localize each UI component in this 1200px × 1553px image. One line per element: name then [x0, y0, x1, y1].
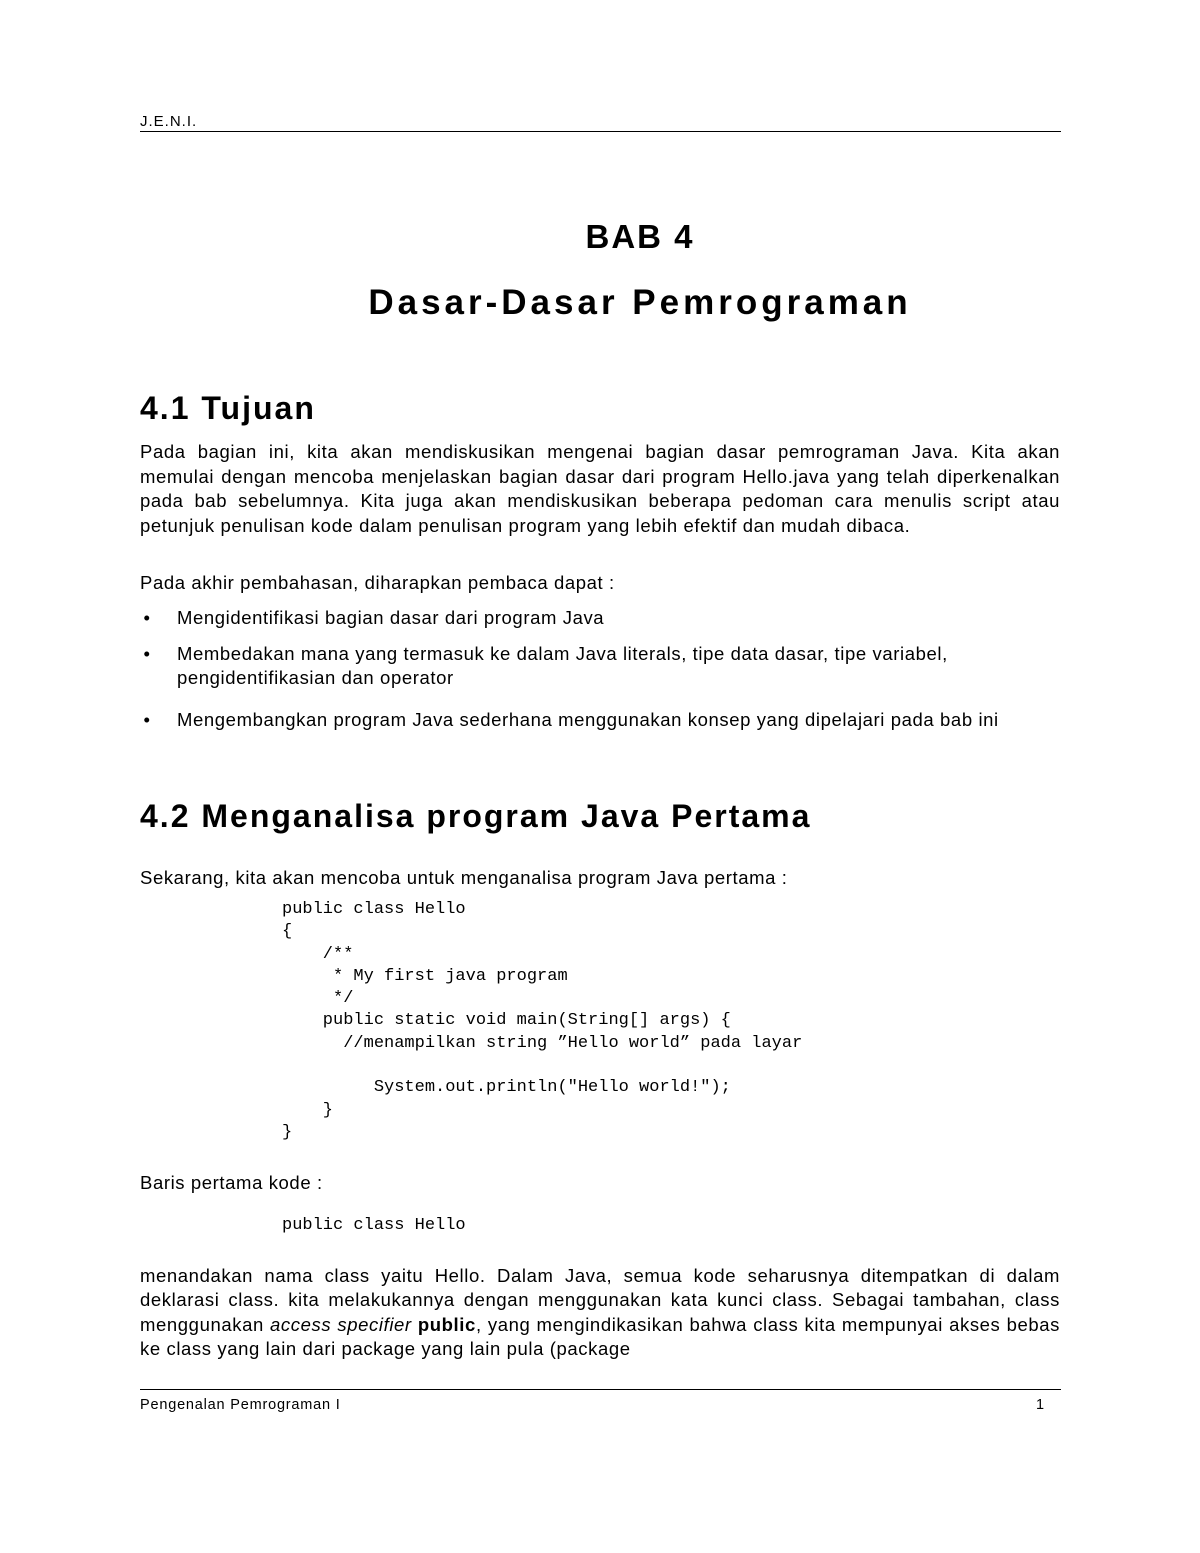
explanation-italic: access specifier [270, 1313, 412, 1335]
first-line-label: Baris pertama kode : [140, 1172, 323, 1193]
bullet-icon: • [143, 708, 151, 730]
section-heading-menganalisa: 4.2 Menganalisa program Java Pertama [140, 798, 812, 834]
bullet-icon: • [143, 607, 151, 628]
section-heading-tujuan: 4.1 Tujuan [140, 390, 316, 426]
list-item-text: Mengembangkan program Java sederhana menggunakan konsep yang dipelajari pada bab ini [177, 708, 999, 730]
list-item-text: Membedakan mana yang termasuk ke dalam Java literals, tipe data dasar, tipe variabel, pengidentifikasian dan operator [177, 642, 948, 688]
intro-paragraph: Pada bagian ini, kita akan mendiskusikan mengenai bagian dasar pemrograman Java. Kita akan memulai dengan mencoba menjelaskan bagian dasar dari program Hello.java yang telah diperkenalkan pada bab sebelumnya. Kita juga akan mendiskusikan beberapa pedoman cara menulis script atau petunjuk penulisan kode dalam penulisan program yang lebih efektif dan mudah dibaca. [140, 441, 1060, 536]
explanation-text-cont: , yang mengindikasikan bahwa class kita mempunyai akses bebas ke class yang lain dari package yang lain pula (package [140, 1313, 1060, 1359]
footer-title: Pengenalan Pemrograman I [140, 1397, 341, 1413]
chapter-number: BAB 4 [585, 218, 695, 255]
header-rule [140, 131, 1061, 132]
page-header [140, 113, 1061, 131]
footer-rule [140, 1389, 1061, 1390]
list-item [140, 606, 1060, 631]
list-item [140, 702, 1060, 737]
explanation-keyword: public [417, 1313, 476, 1335]
explanation-text: menandakan nama class yaitu Hello. Dalam Java, semua kode seharusnya ditempatkan di dalam deklarasi class. kita melakukannya dengan menggunakan kata kunci class. Sebagai tambahan, class menggunakan [140, 1265, 1060, 1335]
goals-list [140, 606, 1060, 737]
header-text: J.E.N.I. [140, 113, 198, 130]
bullet-icon: • [143, 642, 151, 664]
list-item [140, 642, 1060, 691]
list-item-text: Mengidentifikasi bagian dasar dari program Java [177, 607, 605, 628]
analysis-intro: Sekarang, kita akan mencoba untuk menganalisa program Java pertama : [140, 867, 788, 888]
page-number: 1 [1036, 1397, 1045, 1413]
explanation-paragraph [140, 1264, 1060, 1361]
code-block-hello: public class Hello { /** * My first java program */ public static void main(String[] args) { //menampilkan string ”Hello world” pada layar System.out.println("Hello world!"); } } [282, 900, 803, 1142]
code-line-class-declaration: public class Hello [282, 1216, 466, 1235]
goals-intro: Pada akhir pembahasan, diharapkan pembaca dapat : [140, 572, 615, 593]
chapter-title: Dasar-Dasar Pemrograman [368, 283, 912, 322]
